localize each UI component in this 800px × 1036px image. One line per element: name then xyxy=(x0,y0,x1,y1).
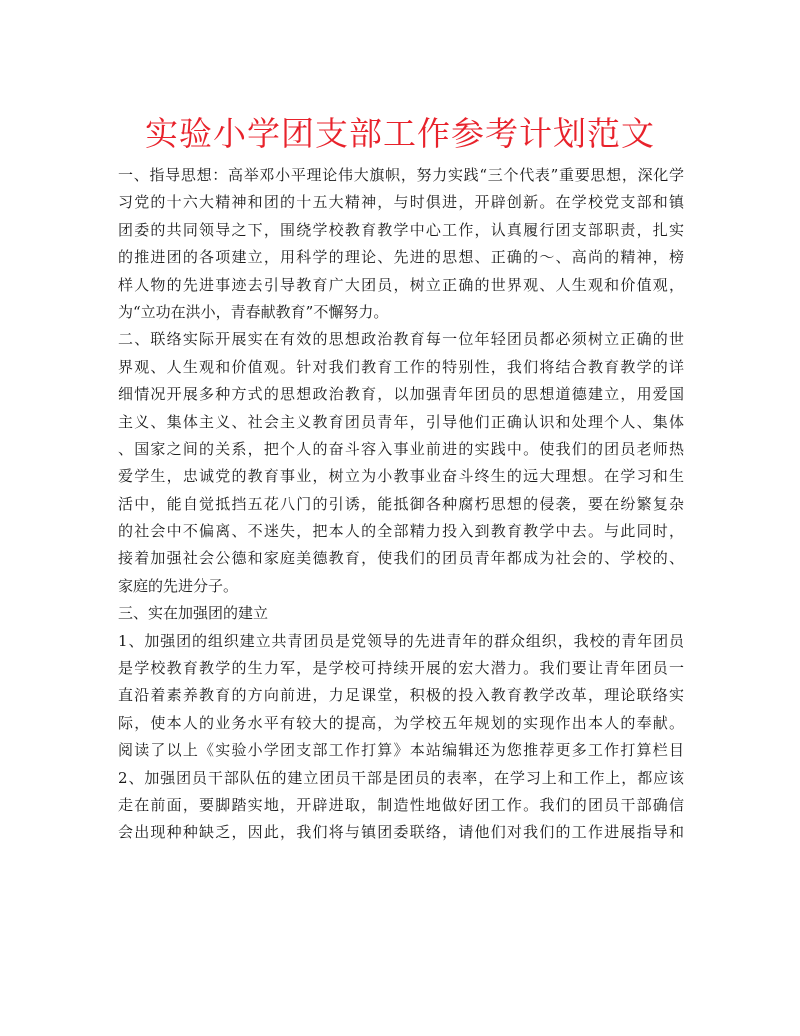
text-line: 2、加强团员干部队伍的建立团员干部是团员的表率，在学习上和工作上，都应该 xyxy=(118,768,684,787)
text-line: 细情况开展多种方式的思想政治教育，以加强青年团员的思想道德建立，用爱国 xyxy=(118,385,684,404)
text-line: 界观、人生观和价值观。针对我们教育工作的特别性，我们将结合教育教学的详 xyxy=(118,357,684,376)
text-line: 样人物的先进事迹去引导教育广大团员，树立正确的世界观、人生观和价值观， xyxy=(118,275,684,294)
text-line: 是学校教育教学的生力军，是学校可持续开展的宏大潜力。我们要让青年团员一 xyxy=(118,659,684,678)
text-line: 的推进团的各项建立，用科学的理论、先进的思想、正确的～、高尚的精神，榜 xyxy=(118,248,684,267)
text-line: 阅读了以上《实验小学团支部工作打算》本站编辑还为您推荐更多工作打算栏目 xyxy=(118,741,684,760)
text-line: 直沿着素养教育的方向前进，力足课堂，积极的投入教育教学改革，理论联络实 xyxy=(118,686,684,705)
text-line: 一、指导思想：高举邓小平理论伟大旗帜，努力实践“三个代表”重要思想，深化学 xyxy=(118,166,684,184)
text-line: 二、联络实际开展实在有效的思想政治教育每一位年轻团员都必须树立正确的世 xyxy=(118,330,684,349)
text-line: 1、加强团的组织建立共青团员是党领导的先进青年的群众组织，我校的青年团员 xyxy=(118,631,684,650)
text-line: 际，使本人的业务水平有较大的提高，为学校五年规划的实现作出本人的奉献。 xyxy=(118,713,684,732)
text-line: 家庭的先进分子。 xyxy=(118,576,239,595)
text-line: 三、实在加强团的建立 xyxy=(118,604,269,623)
text-line: 、国家之间的关系，把个人的奋斗容入事业前进的实践中。使我们的团员老师热 xyxy=(118,439,684,458)
text-line: 的社会中不偏离、不迷失，把本人的全部精力投入到教育教学中去。与此同时， xyxy=(118,522,684,541)
document-body xyxy=(118,162,684,847)
text-line: 接着加强社会公德和家庭美德教育，使我们的团员青年都成为社会的、学校的、 xyxy=(118,549,684,568)
text-line: 团委的共同领导之下，围绕学校教育教学中心工作，认真履行团支部职责，扎实 xyxy=(118,220,684,239)
text-line: 走在前面，要脚踏实地，开辟进取，制造性地做好团工作。我们的团员干部确信 xyxy=(118,795,684,814)
text-line: 爱学生，忠诚党的教育事业，树立为小教事业奋斗终生的远大理想。在学习和生 xyxy=(118,467,684,486)
document-title: 实验小学团支部工作参考计划范文 xyxy=(145,114,655,153)
text-line: 主义、集体主义、社会主义教育团员青年，引导他们正确认识和处理个人、集体 xyxy=(118,412,684,431)
text-line: 活中，能自觉抵挡五花八门的引诱，能抵御各种腐朽思想的侵袭，要在纷繁复杂 xyxy=(118,494,684,513)
text-line: 为“立功在洪小，青春献教育”不懈努力。 xyxy=(118,302,389,321)
text-line: 会出现种种缺乏，因此，我们将与镇团委联络，请他们对我们的工作进展指导和 xyxy=(118,823,684,842)
text-line: 习党的十六大精神和团的十五大精神，与时俱进，开辟创新。在学校党支部和镇 xyxy=(118,193,684,212)
